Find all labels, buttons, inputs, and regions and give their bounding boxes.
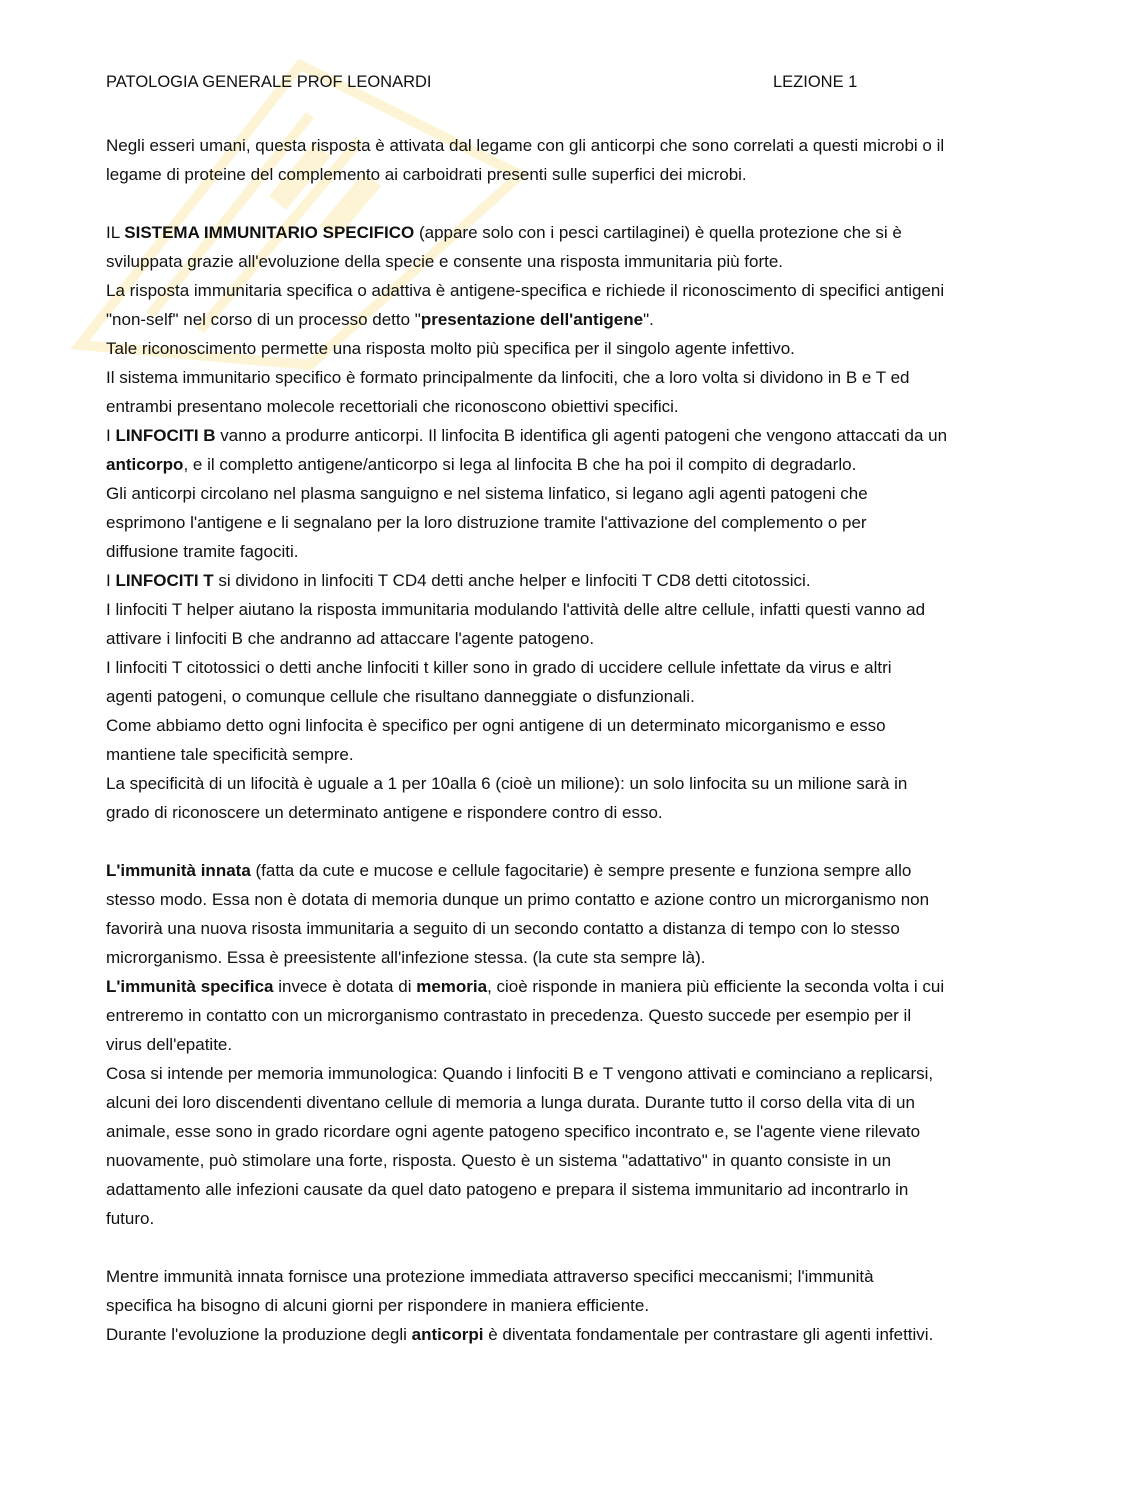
text-line	[106, 421, 1056, 450]
text-run: , cioè risponde in maniera più efficiente la seconda volta i cui	[487, 977, 945, 996]
text-line	[106, 914, 1056, 943]
text-line	[106, 1291, 1056, 1320]
text-line	[106, 1320, 1056, 1349]
text-line	[106, 247, 1056, 276]
text-line	[106, 624, 1056, 653]
text-line	[106, 1204, 1056, 1233]
text-run: agenti patogeni, o comunque cellule che risultano danneggiate o disfunzionali.	[106, 687, 695, 706]
text-line	[106, 653, 1056, 682]
text-line	[106, 218, 1056, 247]
text-line	[106, 537, 1056, 566]
text-line	[106, 769, 1056, 798]
text-line	[106, 1059, 1056, 1088]
text-line	[106, 1262, 1056, 1291]
text-line	[106, 1001, 1056, 1030]
blank-line	[106, 189, 1056, 218]
text-run: IL	[106, 223, 125, 242]
text-run: La specificità di un lifocità è uguale a 1 per 10alla 6 (cioè un milione): un solo linfocita su un milione sarà in	[106, 774, 908, 793]
text-run: stesso modo. Essa non è dotata di memoria dunque un primo contatto e azione contro un microrganismo non	[106, 890, 930, 909]
text-run: diffusione tramite fagociti.	[106, 542, 299, 561]
bold-term: presentazione dell'antigene	[420, 310, 644, 329]
text-run: esprimono l'antigene e li segnalano per la loro distruzione tramite l'attivazione del complemento o per	[106, 513, 867, 532]
text-line	[106, 1146, 1056, 1175]
text-run: Negli esseri umani, questa risposta è attivata dal legame con gli anticorpi che sono correlati a questi microbi o il	[106, 136, 945, 155]
header-course-title: PATOLOGIA GENERALE PROF LEONARDI	[106, 73, 432, 91]
text-run: mantiene tale specificità sempre.	[106, 745, 354, 764]
text-run: attivare i linfociti B che andranno ad attaccare l'agente patogeno.	[106, 629, 595, 648]
text-line	[106, 885, 1056, 914]
bold-term: LINFOCITI T	[115, 571, 214, 590]
text-run: animale, esse sono in grado ricordare ogni agente patogeno specifico incontrato e, se l'agente viene rilevato	[106, 1122, 921, 1141]
text-run: , e il completto antigene/anticorpo si lega al linfocita B che ha poi il compito di degradarlo.	[183, 455, 857, 474]
text-run: entreremo in contatto con un microrganismo contrastato in precedenza. Questo succede per esempio per il	[106, 1006, 912, 1025]
text-line	[106, 1175, 1056, 1204]
text-run: Il sistema immunitario specifico è formato principalmente da linfociti, che a loro volta si dividono in B e T ed	[106, 368, 910, 387]
bold-term: LINFOCITI B	[115, 426, 216, 445]
blank-line	[106, 827, 1056, 856]
text-line	[106, 682, 1056, 711]
text-run: I linfociti T citotossici o detti anche linfociti t killer sono in grado di uccidere cellule infettate da virus e altri	[106, 658, 892, 677]
text-line	[106, 276, 1056, 305]
text-run: microrganismo. Essa è preesistente all'infezione stessa. (la cute sta sempre là).	[106, 948, 706, 967]
text-run: sviluppata grazie all'evoluzione della specie e consente una risposta immunitaria più forte.	[106, 252, 784, 271]
text-line	[106, 798, 1056, 827]
document-body	[106, 131, 1056, 1349]
text-run: Gli anticorpi circolano nel plasma sanguigno e nel sistema linfatico, si legano agli agenti patogeni che	[106, 484, 868, 503]
text-line	[106, 972, 1056, 1001]
header-lesson-number: LEZIONE 1	[773, 73, 858, 91]
text-run: "non-self" nel corso di un processo detto "	[106, 310, 421, 329]
text-run: Durante l'evoluzione la produzione degli	[106, 1325, 412, 1344]
text-line	[106, 1030, 1056, 1059]
blank-line	[106, 1233, 1056, 1262]
text-run: entrambi presentano molecole recettoriali che riconoscono obiettivi specifici.	[106, 397, 679, 416]
text-line	[106, 450, 1056, 479]
text-run: favorirà una nuova risosta immunitaria a seguito di un secondo contatto a distanza di tempo con lo stesso	[106, 919, 900, 938]
bold-term: L'immunità specifica	[106, 977, 274, 996]
text-run: Cosa si intende per memoria immunologica: Quando i linfociti B e T vengono attivati e cominciano a replicarsi,	[106, 1064, 934, 1083]
text-line	[106, 1088, 1056, 1117]
text-line	[106, 131, 1056, 160]
text-line	[106, 711, 1056, 740]
bold-term: anticorpo	[106, 455, 184, 474]
bold-term: anticorpi	[411, 1325, 484, 1344]
text-line	[106, 856, 1056, 885]
text-run: vanno a produrre anticorpi. Il linfocita B identifica gli agenti patogeni che vengono attaccati da un	[215, 426, 948, 445]
text-run: virus dell'epatite.	[106, 1035, 233, 1054]
text-run: futuro.	[106, 1209, 155, 1228]
text-run: La risposta immunitaria specifica o adattiva è antigene-specifica e richiede il riconoscimento di specifici antigeni	[106, 281, 945, 300]
text-run: grado di riconoscere un determinato antigene e rispondere contro di esso.	[106, 803, 663, 822]
bold-term: memoria	[416, 977, 488, 996]
text-line	[106, 392, 1056, 421]
text-line	[106, 943, 1056, 972]
text-run: Tale riconoscimento permette una risposta molto più specifica per il singolo agente infettivo.	[106, 339, 795, 358]
text-run: si dividono in linfociti T CD4 detti anche helper e linfociti T CD8 detti citotossici.	[213, 571, 811, 590]
text-run: (fatta da cute e mucose e cellule fagocitarie) è sempre presente e funziona sempre allo	[250, 861, 912, 880]
text-run: invece è dotata di	[273, 977, 417, 996]
text-run: ".	[643, 310, 654, 329]
text-line	[106, 566, 1056, 595]
bold-term: L'immunità innata	[106, 861, 251, 880]
text-run: I	[106, 571, 116, 590]
text-run: (appare solo con i pesci cartilaginei) è quella protezione che si è	[414, 223, 902, 242]
text-line	[106, 363, 1056, 392]
text-line	[106, 740, 1056, 769]
text-line	[106, 1117, 1056, 1146]
text-run: alcuni dei loro discendenti diventano cellule di memoria a lunga durata. Durante tutto il corso della vita di un	[106, 1093, 915, 1112]
text-run: adattamento alle infezioni causate da quel dato patogeno e prepara il sistema immunitario ad incontrarlo in	[106, 1180, 909, 1199]
text-run: Mentre immunità innata fornisce una protezione immediata attraverso specifici meccanismi; l'immunità	[106, 1267, 874, 1286]
text-run: specifica ha bisogno di alcuni giorni per rispondere in maniera efficiente.	[106, 1296, 650, 1315]
text-run: è diventata fondamentale per contrastare gli agenti infettivi.	[483, 1325, 934, 1344]
text-line	[106, 595, 1056, 624]
text-run: legame di proteine del complemento ai carboidrati presenti sulle superfici dei microbi.	[106, 165, 747, 184]
text-line	[106, 305, 1056, 334]
page-header	[106, 70, 866, 94]
text-run: nuovamente, può stimolare una forte, risposta. Questo è un sistema "adattativo" in quanto consiste in un	[106, 1151, 892, 1170]
text-run: I	[106, 426, 116, 445]
text-run: I linfociti T helper aiutano la risposta immunitaria modulando l'attività delle altre cellule, infatti questi vanno ad	[106, 600, 926, 619]
text-line	[106, 508, 1056, 537]
bold-term: SISTEMA IMMUNITARIO SPECIFICO	[124, 223, 415, 242]
text-line	[106, 334, 1056, 363]
text-line	[106, 479, 1056, 508]
text-line	[106, 160, 1056, 189]
text-run: Come abbiamo detto ogni linfocita è specifico per ogni antigene di un determinato micorganismo e esso	[106, 716, 886, 735]
